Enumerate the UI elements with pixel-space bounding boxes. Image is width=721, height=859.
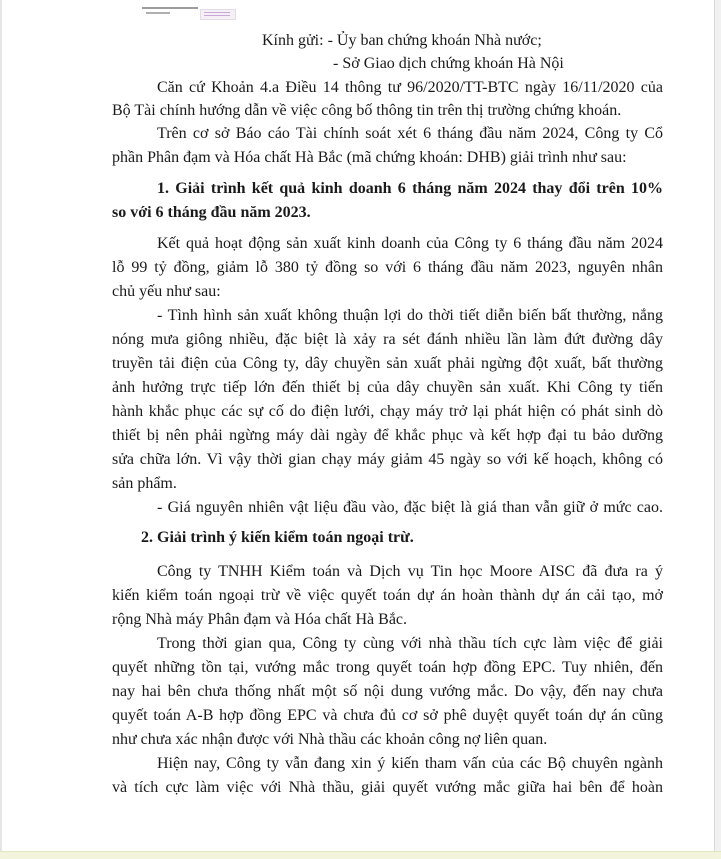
intro-p1-line-2: Bộ Tài chính hướng dẫn về việc công bố thông tin trên thị trường chứng khoán. [112, 102, 622, 119]
intro-p1-line-1: Căn cứ Khoản 4.a Điều 14 thông tư 96/2020/TT-BTC ngày 16/11/2020 của [157, 79, 663, 96]
section-1-p1-line-3: chủ yếu như sau: [112, 283, 221, 300]
section-1-p2-line-5: hành khắc phục các sự cố do điện lưới, chạy máy trở lại phát hiện có phát sinh dò [112, 403, 663, 420]
section-2-p2-line-2: quyết những tồn tại, vướng mắc trong quyết toán hợp đồng EPC. Tuy nhiên, đến [112, 659, 663, 676]
section-1-p2-line-2: nóng mưa giông nhiều, đặc biệt là xảy ra sét đánh nhiều lần làm đứt đường dây [112, 331, 663, 348]
section-1-heading-line-1: 1. Giải trình kết quả kinh doanh 6 tháng năm 2024 thay đổi trên 10% [157, 180, 663, 197]
section-1-p2-line-3: truyền tải điện của Công ty, dây chuyền sản xuất phải ngừng đột xuất, bất thường [112, 355, 663, 372]
section-1-p2-line-8: sản phẩm. [112, 475, 177, 492]
section-1-p2-line-7: sửa chữa lớn. Vì vậy thời gian chạy máy giảm 45 ngày so với kế hoạch, không có [112, 451, 663, 468]
bottom-page-edge [0, 851, 721, 859]
section-2-p2-line-4: quyết toán A-B hợp đồng EPC và chưa đủ cơ sở phê duyệt quyết toán dự án cũng [112, 707, 663, 724]
intro-p2-line-1: Trên cơ sở Báo cáo Tài chính soát xét 6 tháng đầu năm 2024, Công ty Cổ [157, 125, 663, 142]
recipient-line-2: - Sở Giao dịch chứng khoán Hà Nội [333, 55, 564, 72]
section-2-p1-line-2: kiến kiểm toán ngoại trừ về việc quyết toán dự án hoàn thành dự án cải tạo, mở [112, 587, 663, 604]
section-1-heading-line-2: so với 6 tháng đầu năm 2023. [112, 204, 311, 221]
page-left-edge [0, 0, 2, 859]
intro-p2-line-2: phần Phân đạm và Hóa chất Hà Bắc (mã chứng khoán: DHB) giải trình như sau: [112, 149, 627, 166]
header-stamp [142, 7, 238, 19]
section-2-p3-line-2: và tích cực làm việc với Nhà thầu, giải quyết vướng mắc giữa hai bên để hoàn [112, 779, 663, 796]
section-1-p1-line-1: Kết quả hoạt động sản xuất kinh doanh của Công ty 6 tháng đầu năm 2024 [157, 235, 663, 252]
section-2-p2-line-1: Trong thời gian qua, Công ty cùng với nhà thầu tích cực làm việc để giải [157, 635, 663, 652]
section-2-p1-line-1: Công ty TNHH Kiểm toán và Dịch vụ Tin học Moore AISC đã đưa ra ý [157, 563, 663, 580]
recipient-line-1: Kính gửi: - Ủy ban chứng khoán Nhà nước; [262, 32, 542, 49]
section-2-p1-line-3: rộng Nhà máy Phân đạm và Hóa chất Hà Bắc. [112, 611, 408, 628]
section-2-p2-line-3: nay hai bên chưa thống nhất một số nội dung vướng mắc. Do vậy, đến nay chưa [112, 683, 663, 700]
section-1-p2-line-6: thiết bị nên phải ngừng máy dài ngày để khắc phục và kết hợp đại tu bảo dưỡng [112, 427, 663, 444]
section-2-heading: 2. Giải trình ý kiến kiểm toán ngoại trừ. [141, 529, 414, 546]
section-1-p2-line-1: - Tình hình sản xuất không thuận lợi do thời tiết diễn biến bất thường, nắng [157, 307, 663, 324]
section-2-p3-line-1: Hiện nay, Công ty vẫn đang xin ý kiến tham vấn của các Bộ chuyên ngành [157, 755, 663, 772]
section-1-p2-line-4: ảnh hưởng trực tiếp lớn đến thiết bị của dây chuyền sản xuất. Khi Công ty tiến [112, 379, 663, 396]
page-right-edge [714, 0, 721, 859]
section-1-p1-line-2: lỗ 99 tỷ đồng, giảm lỗ 380 tỷ đồng so với 6 tháng đầu năm 2023, nguyên nhân [112, 259, 663, 276]
section-2-p2-line-5: như chưa xác nhận được với Nhà thầu các khoản công nợ liên quan. [112, 731, 548, 748]
section-1-p3: - Giá nguyên nhiên vật liệu đầu vào, đặc biệt là giá than vẫn giữ ở mức cao. [157, 499, 663, 516]
